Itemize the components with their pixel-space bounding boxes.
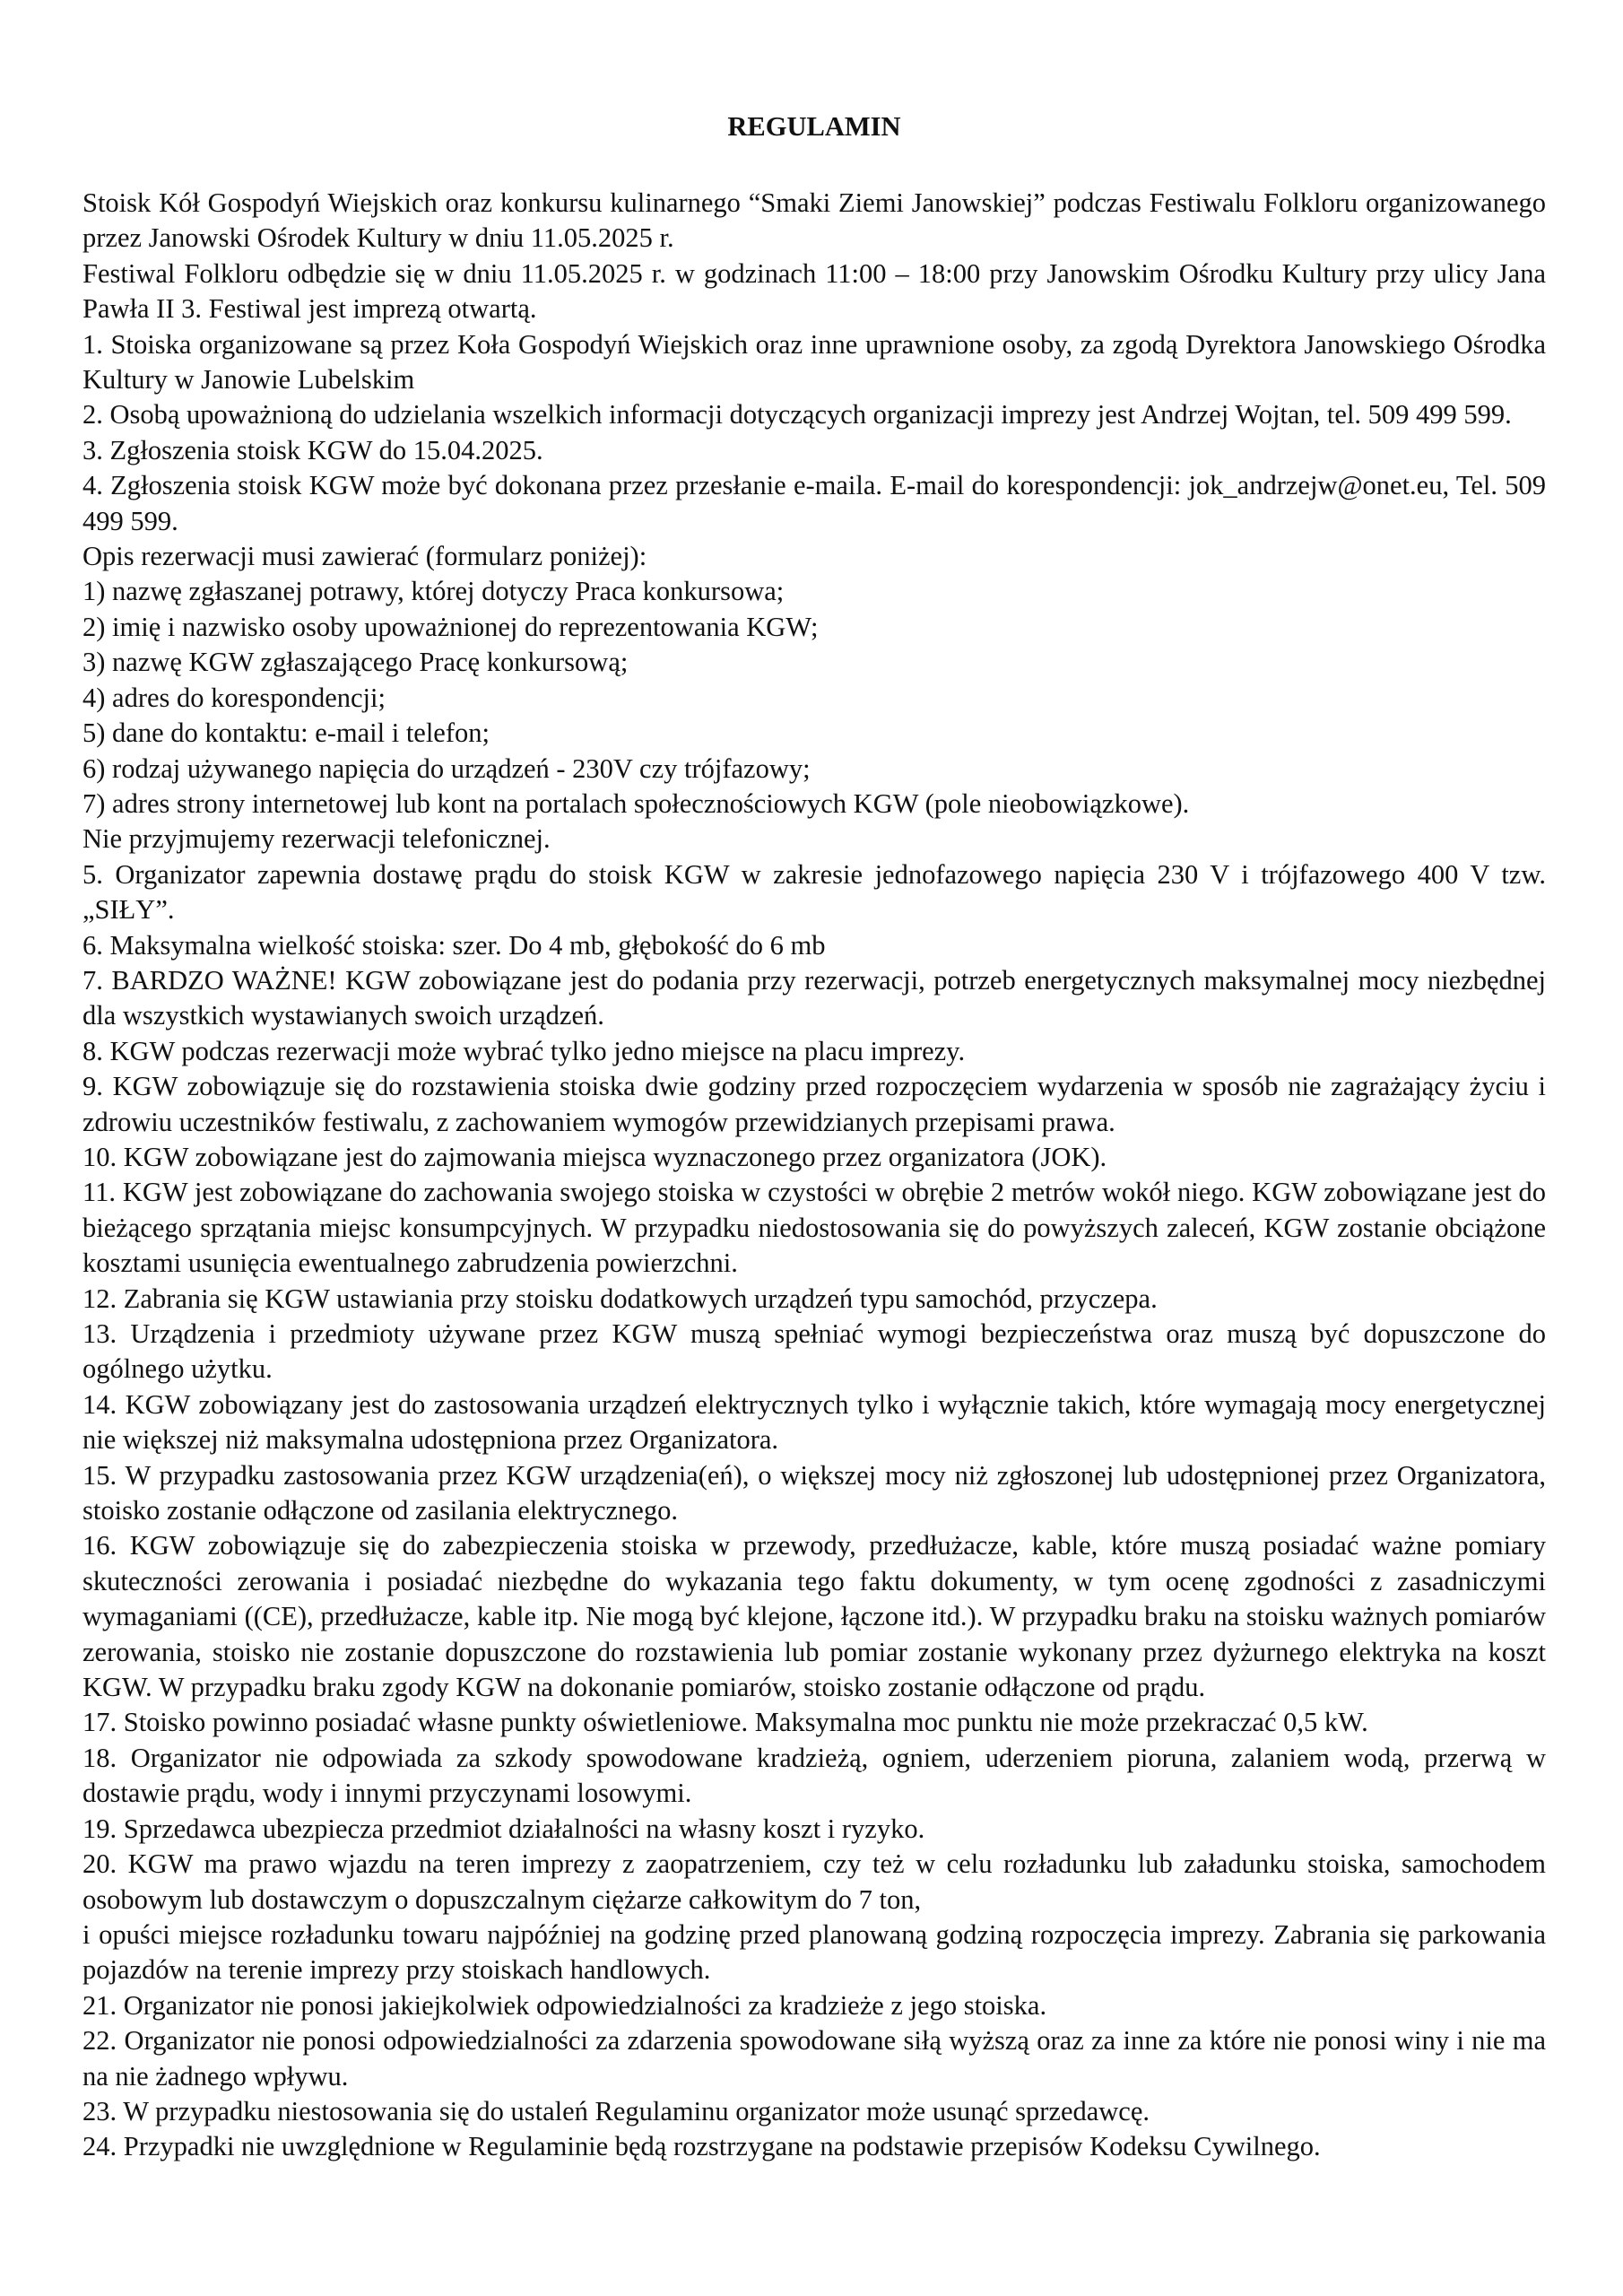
paragraph: 4) adres do korespondencji; (82, 682, 386, 713)
paragraph: 9. KGW zobowiązuje się do rozstawienia stoiska dwie godziny przed rozpoczęciem wydarzenia w sposób nie zagrażający życiu i zdrowiu uczestników festiwalu, z zachowaniem wymogów przewidzianych przepisami prawa. (82, 1071, 1546, 1137)
paragraph: 18. Organizator nie odpowiada za szkody spowodowane kradzieżą, ogniem, uderzeniem pioruna, zalaniem wodą, przerwą w dostawie prądu, wody i innymi przyczynami losowymi. (82, 1742, 1546, 1809)
paragraph: 19. Sprzedawca ubezpiecza przedmiot działalności na własny koszt i ryzyko. (82, 1813, 925, 1844)
paragraph: 24. Przypadki nie uwzględnione w Regulaminie będą rozstrzygane na podstawie przepisów Kodeksu Cywilnego. (82, 2131, 1321, 2162)
paragraph: 22. Organizator nie ponosi odpowiedzialności za zdarzenia spowodowane siłą wyższą oraz za inne za które nie ponosi winy i nie ma na nie żadnego wpływu. (82, 2025, 1546, 2092)
paragraph: 16. KGW zobowiązuje się do zabezpieczenia stoiska w przewody, przedłużacze, kable, które muszą posiadać ważne pomiary skuteczności zerowania i posiadać niezbędne do wykazania tego faktu dokumenty, w tym ocenę zgodności z zasadniczymi wymaganiami ((CE), przedłużacze, kable itp. Nie mogą być klejone, łączone itd.). W przypadku braku na stoisku ważnych pomiarów zerowania, stoisko nie zostanie dopuszczone do rozstawienia lub pomiar zostanie wykonany przez dyżurnego elektryka na koszt KGW. W przypadku braku zgody KGW na dokonanie pomiarów, stoisko zostanie odłączone od prądu. (82, 1530, 1546, 1703)
paragraph: i opuści miejsce rozładunku towaru najpóźniej na godzinę przed planowaną godziną rozpoczęcia imprezy. Zabrania się parkowania pojazdów na terenie imprezy przy stoiskach handlowych. (82, 1918, 1546, 1986)
document-title: REGULAMIN (727, 111, 901, 142)
paragraph: 2. Osobą upoważnioną do udzielania wszelkich informacji dotyczących organizacji imprezy jest Andrzej Wojtan, tel. 509 499 599. (82, 399, 1512, 430)
document-body (82, 186, 1546, 2165)
document-page (82, 109, 1546, 2165)
paragraph: 5) dane do kontaktu: e-mail i telefon; (82, 718, 490, 749)
paragraph: 7) adres strony internetowej lub kont na portalach społecznościowych KGW (pole nieobowiązkowe). (82, 787, 1190, 819)
paragraph: 15. W przypadku zastosowania przez KGW urządzenia(eń), o większej mocy niż zgłoszonej lub udostępnionej przez Organizatora, stoisko zostanie odłączone od zasilania elektrycznego. (82, 1459, 1546, 1526)
paragraph: 17. Stoisko powinno posiadać własne punkty oświetleniowe. Maksymalna moc punktu nie może przekraczać 0,5 kW. (82, 1707, 1368, 1738)
paragraph: 3) nazwę KGW zgłaszającego Pracę konkursową; (82, 647, 629, 678)
paragraph: Festiwal Folkloru odbędzie się w dniu 11.05.2025 r. w godzinach 11:00 – 18:00 przy Janowskim Ośrodku Kultury przy ulicy Jana Pawła II 3. Festiwal jest imprezą otwartą. (82, 257, 1546, 325)
paragraph: Opis rezerwacji musi zawierać (formularz poniżej): (82, 541, 647, 572)
paragraph: 3. Zgłoszenia stoisk KGW do 15.04.2025. (82, 434, 543, 465)
paragraph: 6) rodzaj używanego napięcia do urządzeń - 230V czy trójfazowy; (82, 752, 811, 784)
paragraph: 4. Zgłoszenia stoisk KGW może być dokonana przez przesłanie e-maila. E-mail do korespondencji: jok_andrzejw@onet.eu, Tel. 509 499 599. (82, 470, 1546, 536)
paragraph: 23. W przypadku niestosowania się do ustaleń Regulaminu organizator może usunąć sprzedawcę. (82, 2095, 1150, 2126)
paragraph: Stoisk Kół Gospodyń Wiejskich oraz konkursu kulinarnego “Smaki Ziemi Janowskiej” podczas Festiwalu Folkloru organizowanego przez Janowski Ośrodek Kultury w dniu 11.05.2025 r. (82, 187, 1546, 254)
paragraph: 2) imię i nazwisko osoby upoważnionej do reprezentowania KGW; (82, 611, 819, 642)
paragraph: Nie przyjmujemy rezerwacji telefonicznej. (82, 823, 551, 855)
paragraph: 7. BARDZO WAŻNE! KGW zobowiązane jest do podania przy rezerwacji, potrzeb energetycznych maksymalnej mocy niezbędnej dla wszystkich wystawianych swoich urządzeń. (82, 964, 1546, 1031)
paragraph: 10. KGW zobowiązane jest do zajmowania miejsca wyznaczonego przez organizatora (JOK). (82, 1141, 1107, 1172)
paragraph: 8. KGW podczas rezerwacji może wybrać tylko jedno miejsce na placu imprezy. (82, 1035, 966, 1066)
paragraph: 20. KGW ma prawo wjazdu na teren imprezy z zaopatrzeniem, czy też w celu rozładunku lub załadunku stoiska, samochodem osobowym lub dostawczym o dopuszczalnym ciężarze całkowitym do 7 ton, (82, 1848, 1546, 1915)
paragraph: 6. Maksymalna wielkość stoiska: szer. Do 4 mb, głębokość do 6 mb (82, 929, 826, 961)
paragraph: 1) nazwę zgłaszanej potrawy, której dotyczy Praca konkursowa; (82, 576, 785, 607)
paragraph: 12. Zabrania się KGW ustawiania przy stoisku dodatkowych urządzeń typu samochód, przyczepa. (82, 1283, 1158, 1314)
paragraph: 11. KGW jest zobowiązane do zachowania swojego stoiska w czystości w obrębie 2 metrów wokół niego. KGW zobowiązane jest do bieżącego sprzątania miejsc konsumpcyjnych. W przypadku niedostosowania się do powyższych zaleceń, KGW zostanie obciążone kosztami usunięcia ewentualnego zabrudzenia powierzchni. (82, 1177, 1546, 1279)
paragraph: 1. Stoiska organizowane są przez Koła Gospodyń Wiejskich oraz inne uprawnione osoby, za zgodą Dyrektora Janowskiego Ośrodka Kultury w Janowie Lubelskim (82, 328, 1546, 396)
paragraph: 13. Urządzenia i przedmioty używane przez KGW muszą spełniać wymogi bezpieczeństwa oraz muszą być dopuszczone do ogólnego użytku. (82, 1318, 1546, 1385)
paragraph: 5. Organizator zapewnia dostawę prądu do stoisk KGW w zakresie jednofazowego napięcia 230 V i trójfazowego 400 V tzw. „SIŁY”. (82, 858, 1546, 926)
paragraph: 21. Organizator nie ponosi jakiejkolwiek odpowiedzialności za kradzieże z jego stoiska. (82, 1989, 1047, 2021)
paragraph: 14. KGW zobowiązany jest do zastosowania urządzeń elektrycznych tylko i wyłącznie takich, które wymagają mocy energetycznej nie większej niż maksymalna udostępniona przez Organizatora. (82, 1388, 1546, 1456)
